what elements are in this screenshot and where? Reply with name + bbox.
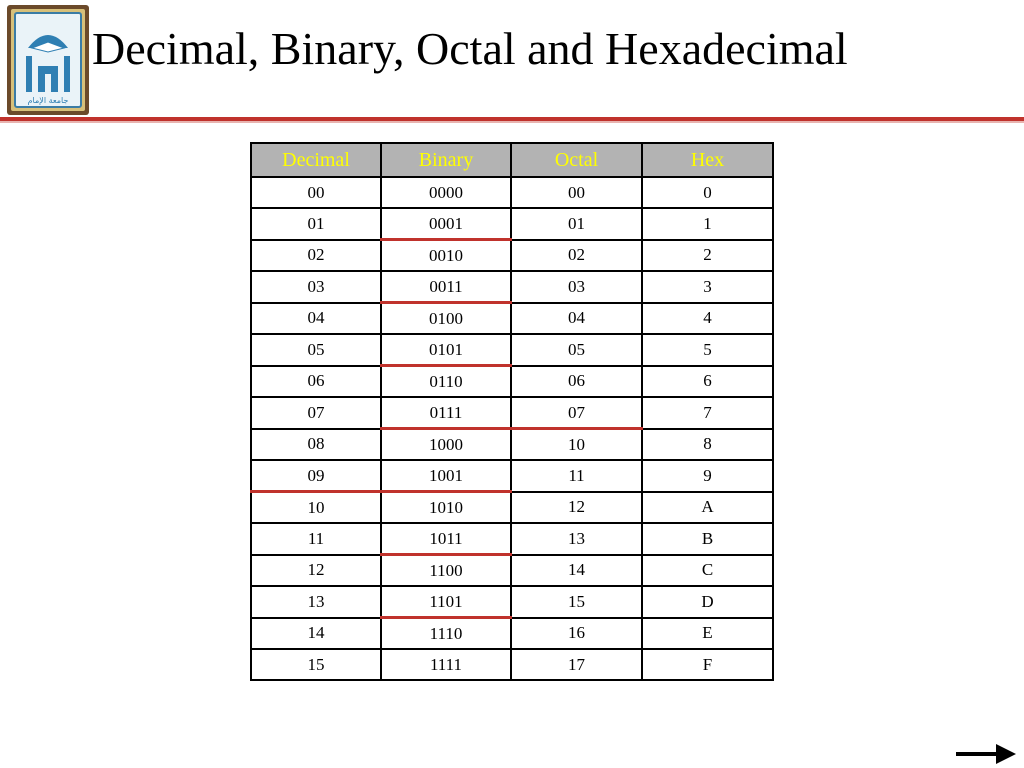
table-row [251,649,773,680]
cell-decimal: 12 [251,555,381,587]
table-row [251,618,773,650]
cell-octal: 17 [511,649,642,680]
header-hex: Hex [642,143,773,177]
cell-decimal: 04 [251,303,381,335]
header-octal: Octal [511,143,642,177]
cell-binary: 1100 [381,555,511,587]
cell-decimal: 14 [251,618,381,650]
cell-decimal: 09 [251,460,381,492]
cell-decimal: 02 [251,240,381,272]
cell-binary: 1101 [381,586,511,618]
table-row [251,271,773,303]
cell-hex: 6 [642,366,773,398]
title-divider-shadow [0,121,1024,123]
cell-binary: 1011 [381,523,511,555]
cell-hex: 7 [642,397,773,429]
cell-octal: 07 [511,397,642,429]
cell-decimal: 15 [251,649,381,680]
cell-octal: 12 [511,492,642,524]
cell-binary: 0101 [381,334,511,366]
header-binary: Binary [381,143,511,177]
cell-binary: 1111 [381,649,511,680]
cell-octal: 01 [511,208,642,240]
cell-hex: 5 [642,334,773,366]
cell-hex: 8 [642,429,773,461]
table-row [251,555,773,587]
cell-octal: 00 [511,177,642,208]
cell-decimal: 07 [251,397,381,429]
cell-octal: 13 [511,523,642,555]
cell-decimal: 11 [251,523,381,555]
table-row [251,492,773,524]
cell-hex: 4 [642,303,773,335]
cell-octal: 06 [511,366,642,398]
cell-octal: 16 [511,618,642,650]
cell-hex: F [642,649,773,680]
cell-octal: 10 [511,429,642,461]
cell-octal: 14 [511,555,642,587]
cell-hex: D [642,586,773,618]
cell-decimal: 13 [251,586,381,618]
table-row [251,397,773,429]
cell-hex: 2 [642,240,773,272]
cell-binary: 1010 [381,492,511,524]
cell-binary: 1000 [381,429,511,461]
cell-hex: 1 [642,208,773,240]
cell-hex: E [642,618,773,650]
table-row [251,177,773,208]
cell-octal: 04 [511,303,642,335]
cell-hex: 9 [642,460,773,492]
cell-decimal: 06 [251,366,381,398]
header-decimal: Decimal [251,143,381,177]
page-title: Decimal, Binary, Octal and Hexadecimal [92,23,848,74]
table-row [251,366,773,398]
table-row [251,208,773,240]
cell-decimal: 01 [251,208,381,240]
cell-binary: 0100 [381,303,511,335]
cell-octal: 05 [511,334,642,366]
cell-binary: 0000 [381,177,511,208]
cell-binary: 0001 [381,208,511,240]
logo-inscription: جامعة الإمام [27,96,69,105]
cell-octal: 02 [511,240,642,272]
table-row [251,586,773,618]
cell-decimal: 10 [251,492,381,524]
cell-hex: 0 [642,177,773,208]
table-row [251,334,773,366]
cell-binary: 0111 [381,397,511,429]
cell-octal: 15 [511,586,642,618]
cell-binary: 1001 [381,460,511,492]
cell-binary: 0110 [381,366,511,398]
cell-decimal: 05 [251,334,381,366]
table-row [251,303,773,335]
conversion-table [250,142,774,681]
cell-octal: 03 [511,271,642,303]
university-logo [6,4,90,116]
table-row [251,240,773,272]
cell-octal: 11 [511,460,642,492]
cell-decimal: 03 [251,271,381,303]
cell-binary: 1110 [381,618,511,650]
table-row [251,429,773,461]
cell-binary: 0010 [381,240,511,272]
cell-hex: C [642,555,773,587]
table-header-row [251,143,773,177]
cell-decimal: 00 [251,177,381,208]
table-row [251,460,773,492]
cell-binary: 0011 [381,271,511,303]
cell-decimal: 08 [251,429,381,461]
cell-hex: B [642,523,773,555]
cell-hex: A [642,492,773,524]
cell-hex: 3 [642,271,773,303]
arrow-right-icon[interactable] [956,742,1016,766]
table-row [251,523,773,555]
